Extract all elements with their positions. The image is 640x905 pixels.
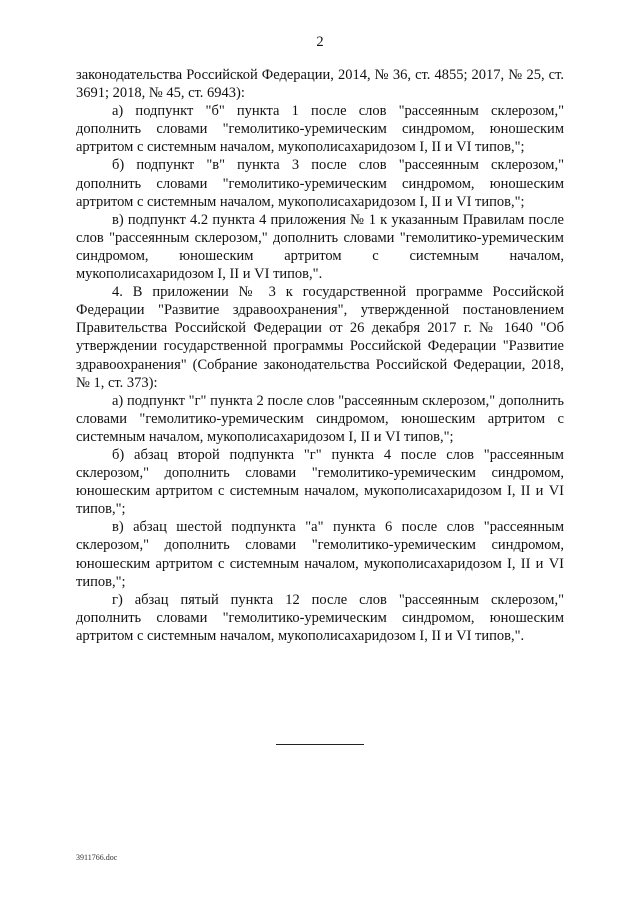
paragraph-section-4-item-b: б) абзац второй подпункта "г" пункта 4 после слов "рассеянным склерозом," дополнить словами "гемолитико-уремическим синдромом, юношеским артритом с системным началом, мукополисахаридозом I, II и VI типов,"; <box>76 446 564 518</box>
end-of-text-rule <box>276 744 364 745</box>
paragraph-item-a: а) подпункт "б" пункта 1 после слов "рассеянным склерозом," дополнить словами "гемолитико-уремическим синдромом, юношеским артритом с системным началом, мукополисахаридозом I, II и VI типов,"; <box>76 103 564 156</box>
paragraph-section-4: 4. В приложении № 3 к государственной программе Российской Федерации "Развитие здравоохранения", утвержденной постановлением Правительства Российской Федерации от 26 декабря 2017 г. № 1640 "Об утверждении государственной программы Российской Федерации "Развитие здравоохранения" (Собрание законодательства Российской Федерации, 2018, № 1, ст. 373): <box>76 284 564 391</box>
paragraph-section-4-item-v: в) абзац шестой подпункта "а" пункта 6 после слов "рассеянным склерозом," дополнить словами "гемолитико-уремическим синдромом, юношеским артритом с системным началом, мукополисахаридозом I, II и VI типов,"; <box>76 519 564 590</box>
footer-document-code: 3911766.doc <box>76 853 118 862</box>
page-number: 2 <box>316 34 324 50</box>
paragraph-item-b: б) подпункт "в" пункта 3 после слов "рассеянным склерозом," дополнить словами "гемолитико-уремическим синдромом, юношеским артритом с системным началом, мукополисахаридозом I, II и VI типов,"; <box>76 157 564 210</box>
paragraph-section-4-item-g: г) абзац пятый пункта 12 после слов "рассеянным склерозом," дополнить словами "гемолитико-уремическим синдромом, юношеским артритом с системным началом, мукополисахаридозом I, II и VI типов,". <box>76 591 564 644</box>
paragraph-section-4-item-a: а) подпункт "г" пункта 2 после слов "рассеянным склерозом," дополнить словами "гемолитико-уремическим синдромом, юношеским артритом с системным началом, мукополисахаридозом I, II и VI типов,"; <box>76 392 564 445</box>
paragraph-item-v: в) подпункт 4.2 пункта 4 приложения № 1 к указанным Правилам после слов "рассеянным склерозом," дополнить словами "гемолитико-уремическим синдромом, юношеским артритом с системным началом, мукополисахаридозом I, II и VI типов,". <box>76 211 564 283</box>
document-body <box>76 66 564 645</box>
paragraph-citation-continuation: законодательства Российской Федерации, 2014, № 36, ст. 4855; 2017, № 25, ст. 3691; 2018, № 45, ст. 6943): <box>76 67 564 102</box>
